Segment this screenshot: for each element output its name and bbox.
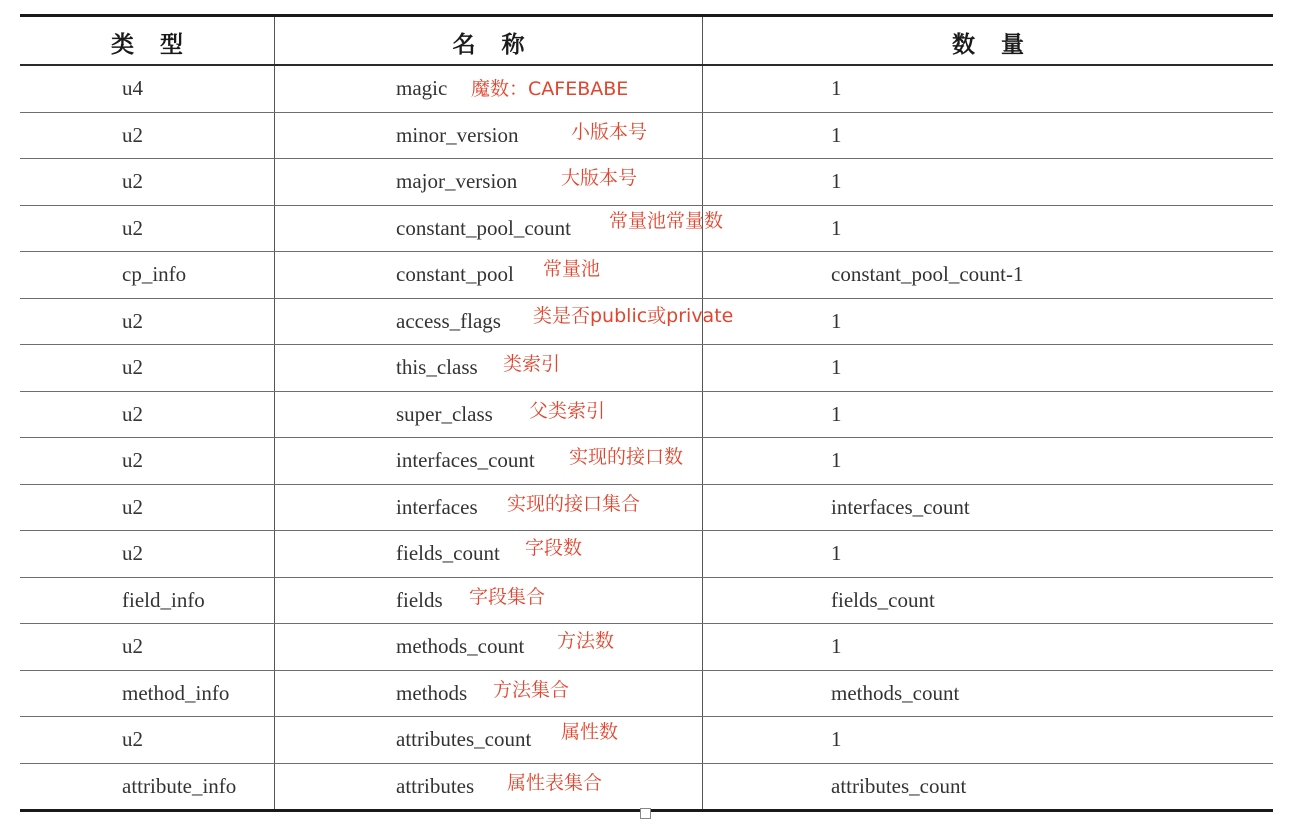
name-cell [275, 578, 703, 624]
type-value: attribute_info [122, 773, 237, 798]
type-value: u2 [122, 122, 143, 147]
name-value: super_class [396, 401, 493, 426]
type-cell [20, 485, 275, 531]
count-value: interfaces_count [831, 494, 970, 519]
table-row [20, 252, 1273, 299]
type-value: u2 [122, 401, 143, 426]
table-row [20, 671, 1273, 718]
count-cell [703, 66, 1273, 112]
count-value: 1 [831, 215, 842, 240]
type-cell [20, 113, 275, 159]
annotation-note: 类索引 [503, 353, 561, 375]
resize-handle[interactable] [640, 808, 651, 819]
name-cell [275, 66, 703, 112]
count-value: 1 [831, 355, 842, 379]
name-cell [275, 113, 703, 159]
annotation-note: 常量池 [543, 258, 601, 280]
name-value: fields_count [396, 541, 500, 565]
name-value: major_version [396, 169, 518, 193]
count-value: 1 [831, 448, 842, 472]
type-value: method_info [122, 680, 230, 705]
type-value: u2 [122, 727, 143, 751]
name-cell [275, 717, 703, 763]
table-row [20, 485, 1273, 532]
type-cell [20, 624, 275, 670]
type-value: u2 [122, 215, 143, 240]
annotation-note: 大版本号 [561, 167, 638, 189]
table-row [20, 764, 1273, 810]
annotation-note: 方法数 [557, 630, 615, 652]
type-cell [20, 438, 275, 484]
count-value: 1 [831, 122, 842, 147]
type-value: u2 [122, 169, 143, 193]
type-cell [20, 717, 275, 763]
name-value: interfaces_count [396, 448, 535, 472]
count-cell [703, 206, 1273, 252]
type-value: u4 [122, 76, 143, 100]
type-cell [20, 392, 275, 438]
name-value: interfaces [396, 494, 478, 519]
type-cell [20, 578, 275, 624]
annotation-note: 常量池常量数 [609, 209, 724, 232]
class-file-structure-table [20, 14, 1273, 812]
annotation-note: 属性数 [561, 721, 619, 743]
count-cell [703, 252, 1273, 298]
name-value: this_class [396, 355, 478, 379]
header-count: 数量 [952, 32, 1050, 58]
name-value: constant_pool [396, 262, 514, 286]
count-value: 1 [831, 727, 842, 751]
count-value: methods_count [831, 680, 960, 705]
header-type: 类型 [111, 32, 209, 58]
type-value: u2 [122, 541, 143, 565]
table-row [20, 717, 1273, 764]
count-value: 1 [831, 76, 842, 100]
name-cell [275, 624, 703, 670]
name-value: attributes_count [396, 727, 532, 751]
name-value: methods_count [396, 634, 525, 658]
count-value: 1 [831, 308, 842, 333]
count-value: 1 [831, 634, 842, 658]
name-cell [275, 485, 703, 531]
type-value: u2 [122, 494, 143, 519]
annotation-note: 实现的接口集合 [507, 492, 641, 515]
table-row [20, 438, 1273, 485]
table-row [20, 345, 1273, 392]
type-value: u2 [122, 448, 143, 472]
type-cell [20, 252, 275, 298]
header-type-cell [20, 17, 275, 64]
count-value: attributes_count [831, 773, 967, 798]
annotation-note: 小版本号 [571, 120, 648, 143]
name-cell [275, 345, 703, 391]
type-value: cp_info [122, 262, 187, 286]
count-cell [703, 578, 1273, 624]
table-row [20, 624, 1273, 671]
count-cell [703, 392, 1273, 438]
table-header-row [20, 17, 1273, 66]
count-cell [703, 438, 1273, 484]
table-row [20, 578, 1273, 625]
table-row [20, 159, 1273, 206]
annotation-note: 字段数 [525, 537, 583, 559]
count-cell [703, 531, 1273, 577]
annotation-note: 实现的接口数 [569, 446, 684, 468]
header-name: 名称 [452, 32, 551, 58]
count-cell [703, 345, 1273, 391]
type-cell [20, 159, 275, 205]
type-cell [20, 66, 275, 112]
name-cell [275, 159, 703, 205]
name-cell [275, 531, 703, 577]
name-value: methods [396, 680, 468, 705]
header-count-cell [703, 17, 1273, 64]
count-cell [703, 159, 1273, 205]
count-cell [703, 485, 1273, 531]
count-cell [703, 717, 1273, 763]
name-value: magic [396, 76, 448, 100]
annotation-note: 方法集合 [493, 678, 570, 701]
type-cell [20, 206, 275, 252]
table-row [20, 531, 1273, 578]
type-value: u2 [122, 355, 143, 379]
name-cell [275, 671, 703, 717]
name-cell [275, 764, 703, 810]
count-cell [703, 113, 1273, 159]
type-cell [20, 345, 275, 391]
count-value: 1 [831, 169, 842, 193]
header-name-cell [275, 17, 703, 64]
type-value: u2 [122, 634, 143, 658]
annotation-note: 属性表集合 [507, 771, 603, 794]
type-cell [20, 531, 275, 577]
name-value: attributes [396, 773, 475, 798]
count-value: 1 [831, 401, 842, 426]
name-value: minor_version [396, 122, 519, 147]
type-value: u2 [122, 308, 143, 333]
type-cell [20, 764, 275, 810]
count-value: constant_pool_count-1 [831, 262, 1024, 286]
annotation-note: 父类索引 [529, 399, 606, 422]
annotation-note: 类是否public或private [533, 304, 734, 327]
annotation-note: 魔数：CAFEBABE [471, 78, 629, 100]
table-row [20, 206, 1273, 253]
name-cell [275, 392, 703, 438]
table-row [20, 392, 1273, 439]
count-cell [703, 671, 1273, 717]
annotation-note: 字段集合 [469, 585, 546, 608]
count-cell [703, 624, 1273, 670]
type-cell [20, 299, 275, 345]
table-row [20, 66, 1273, 113]
count-cell [703, 299, 1273, 345]
name-cell [275, 438, 703, 484]
name-cell [275, 299, 734, 345]
table-row [20, 299, 1273, 346]
type-value: field_info [122, 587, 205, 612]
table-row [20, 113, 1273, 160]
count-cell [703, 764, 1273, 810]
name-cell [275, 252, 703, 298]
name-cell [275, 206, 724, 252]
name-value: fields [396, 587, 443, 612]
name-value: constant_pool_count [396, 215, 571, 240]
type-cell [20, 671, 275, 717]
count-value: fields_count [831, 587, 935, 612]
count-value: 1 [831, 541, 842, 565]
table-body [20, 66, 1273, 809]
name-value: access_flags [396, 308, 501, 333]
